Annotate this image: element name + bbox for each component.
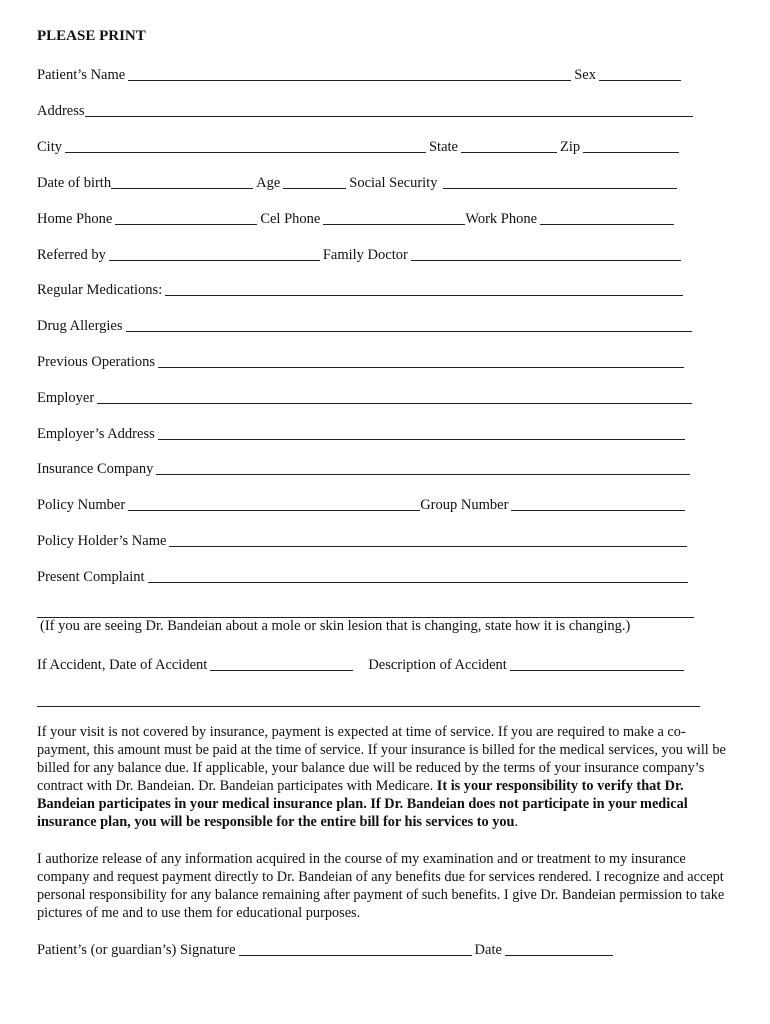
cel-phone-label: Cel Phone xyxy=(260,211,321,227)
row-address xyxy=(37,101,696,120)
payment-policy-bold-text: It is your responsibility to verify that Dr. Bandeian participates in your medical insurance plan. If Dr. Bandeian does not participate in your medical insurance plan, you will be responsible for the entire bill for his services to you xyxy=(37,778,688,830)
row-city xyxy=(37,137,682,156)
ssn-field[interactable] xyxy=(443,175,677,189)
row-insurance-company xyxy=(37,459,693,478)
row-medications xyxy=(37,280,686,299)
policy-holder-field[interactable] xyxy=(169,533,687,547)
complaint-field[interactable] xyxy=(148,569,688,583)
city-field[interactable] xyxy=(65,139,426,153)
employer-address-field[interactable] xyxy=(158,426,685,440)
state-field[interactable] xyxy=(461,139,557,153)
row-policy-holder xyxy=(37,531,690,550)
accident-date-field[interactable] xyxy=(210,657,353,671)
employer-field[interactable] xyxy=(97,390,692,404)
payment-policy-text: If your visit is not covered by insurance, payment is expected at time of service. If you are required to make a co-payment, this amount must be paid at the time of service. If your insurance is billed for the medical services, you will be billed for any balance due. If applicable, your balance due will be reduced by the terms of your insurance company’s contract with Dr. Bandeian. Dr. Bandeian participates with Medicare. xyxy=(37,724,726,794)
state-label: State xyxy=(428,139,458,155)
employer-address-label: Employer’s Address xyxy=(37,426,155,442)
row-allergies xyxy=(37,316,695,335)
allergies-field[interactable] xyxy=(126,318,692,332)
policy-holder-label: Policy Holder’s Name xyxy=(37,533,167,549)
dob-field[interactable] xyxy=(111,175,253,189)
signature-label: Patient’s (or guardian’s) Signature xyxy=(37,942,236,958)
complaint-note: (If you are seeing Dr. Bandeian about a mole or skin lesion that is changing, state how it is changing.) xyxy=(40,618,631,634)
date-field[interactable] xyxy=(505,942,613,956)
row-policy xyxy=(37,495,688,514)
patient-name-field[interactable] xyxy=(128,67,571,81)
address-label: Address xyxy=(37,103,85,119)
family-doctor-label: Family Doctor xyxy=(322,247,408,263)
complaint-label: Present Complaint xyxy=(37,569,145,585)
insurance-company-field[interactable] xyxy=(156,461,690,475)
row-employer-address xyxy=(37,424,688,443)
sex-field[interactable] xyxy=(599,67,681,81)
work-phone-label: Work Phone xyxy=(465,211,538,227)
group-number-field[interactable] xyxy=(511,497,685,511)
referred-by-label: Referred by xyxy=(37,247,106,263)
family-doctor-field[interactable] xyxy=(411,247,681,261)
row-employer xyxy=(37,388,695,407)
signature-field[interactable] xyxy=(239,942,472,956)
home-phone-field[interactable] xyxy=(115,211,257,225)
accident-desc-label: Description of Accident xyxy=(368,657,507,673)
age-label: Age xyxy=(256,175,281,191)
date-label: Date xyxy=(474,942,502,958)
form-heading: PLEASE PRINT xyxy=(37,28,146,44)
employer-label: Employer xyxy=(37,390,95,406)
age-field[interactable] xyxy=(283,175,346,189)
policy-number-label: Policy Number xyxy=(37,497,126,513)
row-dob xyxy=(37,173,680,192)
policy-number-field[interactable] xyxy=(128,497,420,511)
row-accident xyxy=(37,655,687,674)
zip-label: Zip xyxy=(559,139,581,155)
city-label: City xyxy=(37,139,62,155)
row-phones xyxy=(37,209,677,228)
home-phone-label: Home Phone xyxy=(37,211,113,227)
operations-label: Previous Operations xyxy=(37,354,155,370)
cel-phone-field[interactable] xyxy=(323,211,465,225)
payment-policy-end: . xyxy=(514,814,519,830)
patient-name-label: Patient’s Name xyxy=(37,67,126,83)
row-patient-name xyxy=(37,65,684,84)
referred-by-field[interactable] xyxy=(109,247,320,261)
payment-policy-paragraph xyxy=(37,723,727,831)
row-signature xyxy=(37,940,616,959)
accident-desc-field[interactable] xyxy=(510,657,684,671)
zip-field[interactable] xyxy=(583,139,679,153)
work-phone-field[interactable] xyxy=(540,211,674,225)
group-number-label: Group Number xyxy=(420,497,509,513)
row-operations xyxy=(37,352,687,371)
accident-date-label: If Accident, Date of Accident xyxy=(37,657,208,673)
address-field[interactable] xyxy=(85,103,693,117)
ssn-label: Social Security xyxy=(349,175,438,191)
authorization-paragraph: I authorize release of any information acquired in the course of my examination and or treatment to my insurance company and request payment directly to Dr. Bandeian of any benefits due for services rendered. I recognize and accept personal responsibility for any balance remaining after payment of such benefits. I give Dr. Bandeian permission to take pictures of me and to use them for educational purposes. xyxy=(37,851,725,921)
allergies-label: Drug Allergies xyxy=(37,318,123,334)
row-referral xyxy=(37,245,684,264)
operations-field[interactable] xyxy=(158,354,684,368)
sex-label: Sex xyxy=(574,67,596,83)
row-complaint xyxy=(37,567,691,586)
medications-field[interactable] xyxy=(165,282,683,296)
insurance-company-label: Insurance Company xyxy=(37,461,154,477)
medications-label: Regular Medications: xyxy=(37,282,163,298)
accident-continuation-line[interactable] xyxy=(37,706,700,707)
dob-label: Date of birth xyxy=(37,175,112,191)
